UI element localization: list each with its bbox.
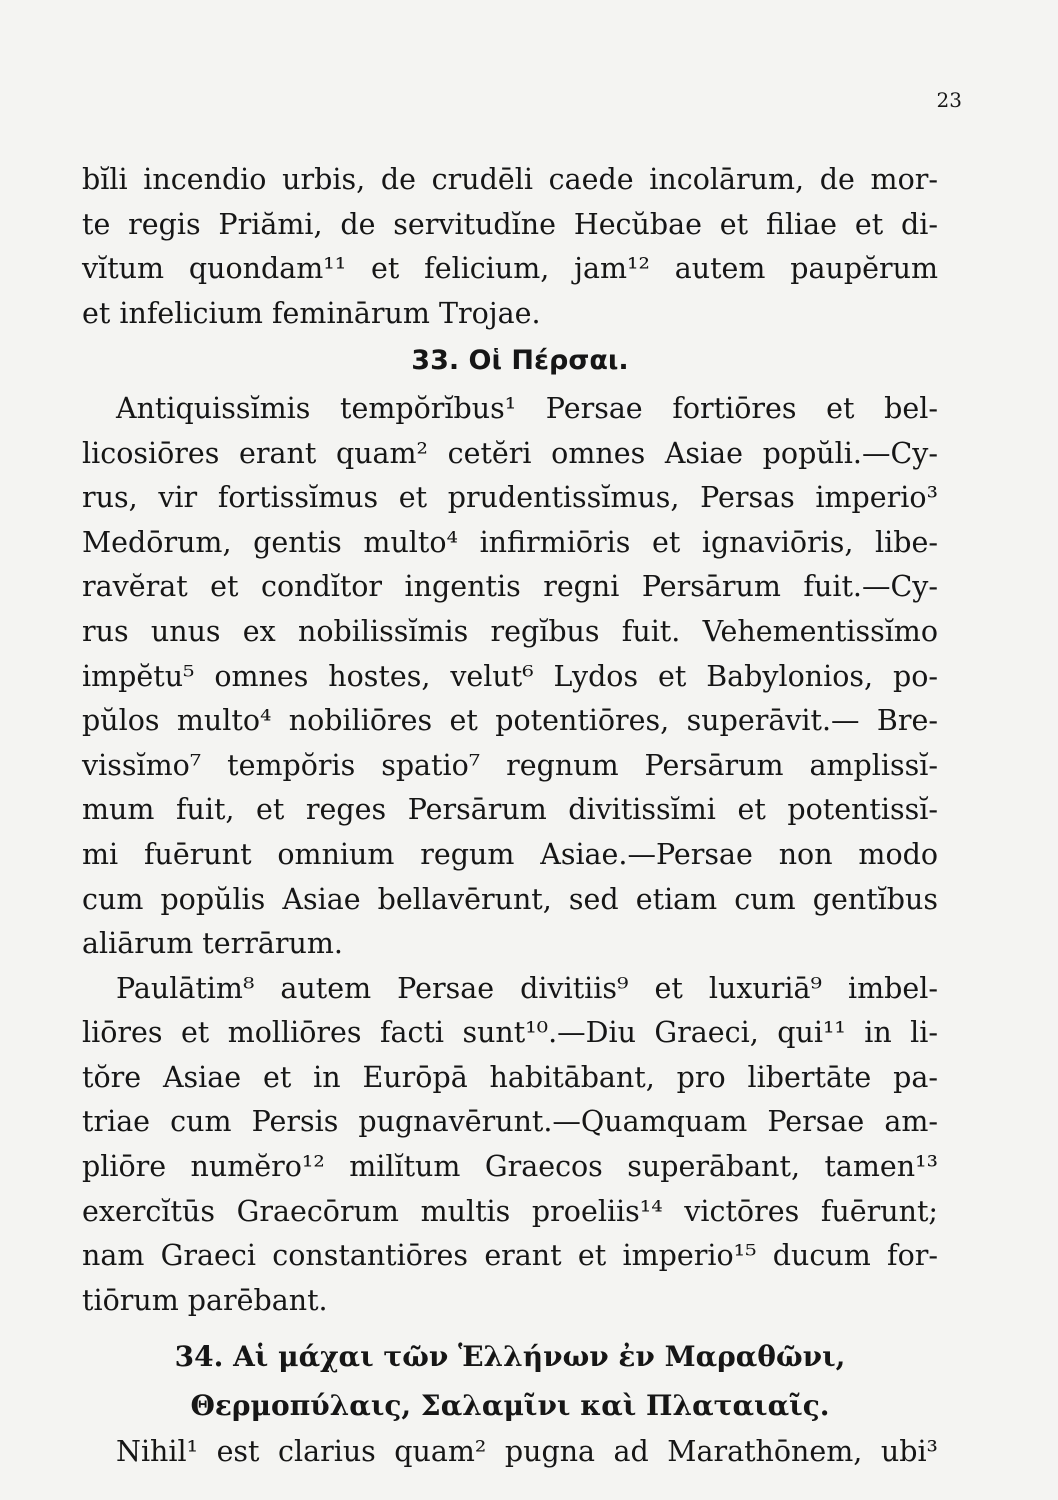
text-line: vissĭmo⁷ tempŏris spatio⁷ regnum Persārum amplissĭ-: [82, 748, 938, 782]
text-line: liōres et molliōres facti sunt¹⁰.—Diu Graeci, qui¹¹ in li-: [82, 1016, 938, 1050]
text-line: bĭli incendio urbis, de crudēli caede incolārum, de mor-: [82, 163, 938, 196]
text-line: pŭlos multo⁴ nobiliōres et potentiōres, superāvit.— Bre-: [82, 704, 938, 738]
text-line: tiōrum parēbant.: [82, 1283, 328, 1317]
text-line: licosiōres erant quam² cetĕri omnes Asiae popŭli.—Cy-: [82, 436, 938, 470]
text-line: triae cum Persis pugnavērunt.—Quamquam Persae am-: [82, 1105, 938, 1139]
text-line: Medōrum, gentis multo⁴ infirmiōris et ignaviōris, libe-: [82, 525, 938, 559]
text-line: ravĕrat et condĭtor ingentis regni Persārum fuit.—Cy-: [82, 570, 938, 604]
text-line: et infelicium feminārum Trojae.: [82, 296, 541, 330]
text-line: aliārum terrārum.: [82, 927, 343, 961]
text-line: exercĭtūs Graecōrum multis proeliis¹⁴ victōres fuērunt;: [82, 1194, 938, 1228]
page-number: 23: [936, 88, 962, 112]
text-line: rus, vir fortissĭmus et prudentissĭmus, Persas imperio³: [82, 481, 938, 515]
text-line: impĕtu⁵ omnes hostes, velut⁶ Lydos et Babylonios, po-: [82, 659, 938, 693]
text-line: vĭtum quondam¹¹ et felicium, jam¹² autem paupĕrum: [82, 252, 938, 286]
text-line: nam Graeci constantiōres erant et imperio¹⁵ ducum for-: [82, 1239, 938, 1273]
section-33-heading: 33. Οἱ Πέρσαι.: [411, 345, 629, 377]
text-line: Paulātim⁸ autem Persae divitiis⁹ et luxuriā⁹ imbel-: [116, 971, 938, 1005]
paragraph-continued: [82, 158, 938, 336]
text-line: pliōre numĕro¹² milĭtum Graecos superābant, tamen¹³: [82, 1150, 938, 1184]
section-34-heading-line-2: Θερμοπύλαις, Σαλαμῖνι καὶ Πλαταιαῖς.: [190, 1389, 830, 1423]
text-line: te regis Priămi, de servitudĭne Hecŭbae et filiae et di-: [82, 207, 938, 241]
text-line: cum popŭlis Asiae bellavērunt, sed etiam cum gentĭbus: [82, 882, 938, 916]
text-line: Nihil¹ est clarius quam² pugna ad Marathōnem, ubi³: [116, 1435, 938, 1469]
section-34-paragraph-1: [82, 1430, 938, 1475]
text-column: [82, 158, 938, 1475]
text-line: mi fuērunt omnium regum Asiae.—Persae non modo: [82, 837, 938, 871]
section-34-heading-line-1: 34. Αἱ μάχαι τῶν Ἑλλήνων ἐν Μαραθῶνι,: [174, 1340, 846, 1374]
text-line: tŏre Asiae et in Eurōpā habitābant, pro libertāte pa-: [82, 1060, 938, 1094]
section-33-paragraph-2: [82, 967, 938, 1324]
text-line: rus unus ex nobilissĭmis regĭbus fuit. Vehementissĭmo: [82, 614, 938, 648]
section-33-paragraph-1: [82, 387, 938, 967]
text-line: mum fuit, et reges Persārum divitissĭmi et potentissĭ-: [82, 793, 938, 827]
text-line: Antiquissĭmis tempŏrĭbus¹ Persae fortiōres et bel-: [116, 391, 938, 425]
